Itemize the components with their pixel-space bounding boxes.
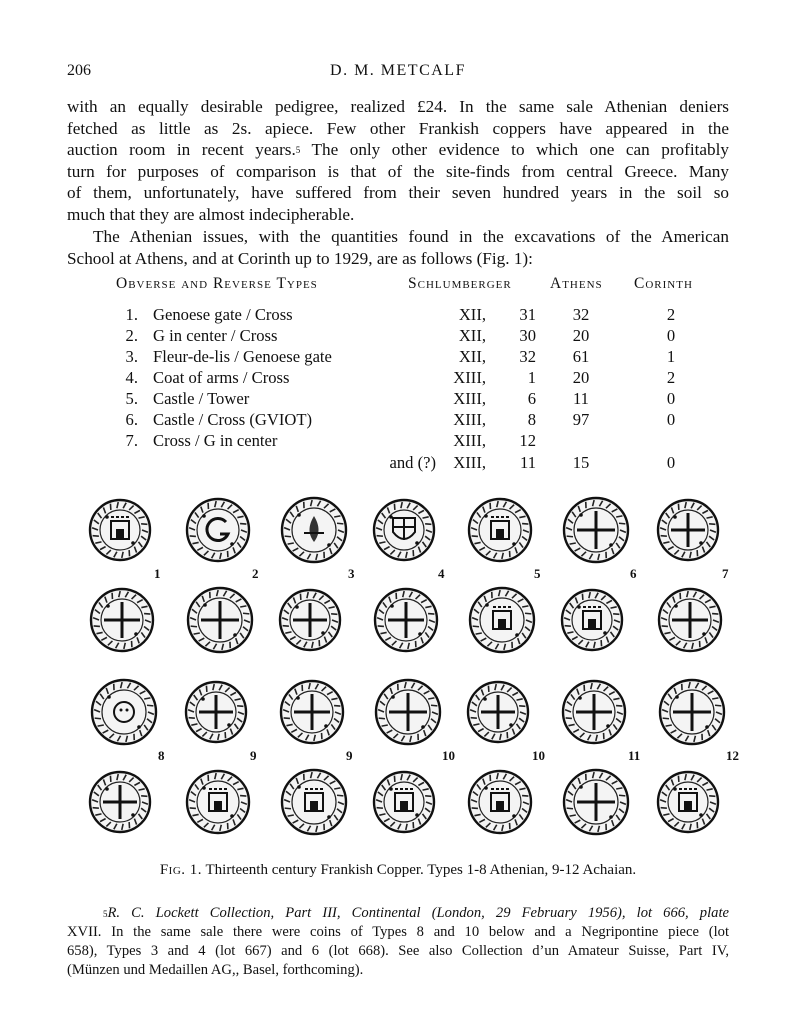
footnote-line: 658), Types 3 and 4 (lot 667) and 6 (lot 668). See also Collection d’un Amateur Suisse, Part IV, xyxy=(67,943,729,959)
pellet xyxy=(202,786,206,790)
pellet xyxy=(578,696,582,700)
pellet xyxy=(415,813,419,817)
row-schlumberger-plate: XII, xyxy=(458,305,486,324)
header-corinth: Corinth xyxy=(634,275,693,292)
pellet xyxy=(391,695,395,699)
row-athens: 20 xyxy=(572,368,590,387)
row-type: Cross / G in center xyxy=(153,431,278,450)
pellet xyxy=(673,787,677,791)
legend-stroke xyxy=(240,796,246,797)
legend-stroke xyxy=(712,614,718,615)
footnote-text: R. C. Lockett Collection, Part III, Continental (London, 29 February 1956), lot 666, plate xyxy=(107,905,729,921)
pellet xyxy=(515,633,519,637)
legend-stroke xyxy=(190,536,196,537)
table-row xyxy=(116,305,716,326)
row-schlumberger-plate: XIII, xyxy=(453,431,486,450)
pellet xyxy=(512,542,516,546)
coin-image xyxy=(282,770,346,834)
coin-image xyxy=(469,771,531,833)
legend-stroke xyxy=(472,808,478,809)
coin-number-label: 1 xyxy=(154,566,161,581)
pellet xyxy=(296,696,300,700)
legend-stroke xyxy=(284,718,290,719)
coin-rim xyxy=(187,499,249,561)
pellet xyxy=(577,605,581,609)
legend-stroke xyxy=(616,706,622,707)
pellet xyxy=(699,541,703,545)
coin-image xyxy=(660,680,724,744)
footnote xyxy=(67,904,729,980)
legend-stroke xyxy=(431,705,437,706)
table-row xyxy=(116,326,716,347)
legend-stroke xyxy=(566,718,572,719)
legend-stroke xyxy=(567,808,573,809)
legend-stroke xyxy=(662,626,668,627)
pellet xyxy=(107,695,111,699)
coin-image xyxy=(564,498,628,562)
pellet xyxy=(484,514,488,518)
row-schlumberger-number: 11 xyxy=(520,453,536,472)
text-line: The Athenian issues, with the quantities found in the excavations of the American xyxy=(93,227,729,246)
pellet xyxy=(675,695,679,699)
pellet xyxy=(327,543,331,547)
pellet xyxy=(295,605,299,609)
pellet xyxy=(606,724,610,728)
coin-number-label: 5 xyxy=(534,566,541,581)
face-eye xyxy=(120,709,123,712)
running-head xyxy=(67,62,729,84)
table-row xyxy=(116,410,716,431)
text-fragment: auction room in recent years. xyxy=(67,140,296,160)
pellet xyxy=(297,513,301,517)
pellet xyxy=(389,515,393,519)
coin-image xyxy=(658,500,718,560)
legend-stroke xyxy=(147,705,153,706)
legend-stroke xyxy=(190,808,196,809)
coin-number-label: 10 xyxy=(442,748,455,763)
legend-stroke xyxy=(379,718,385,719)
coin-image xyxy=(281,681,343,743)
legend-stroke xyxy=(337,523,343,524)
coin-plate-figure xyxy=(70,490,739,860)
pellet xyxy=(233,633,237,637)
row-schlumberger-plate: XII, xyxy=(458,326,486,345)
pellet xyxy=(297,785,301,789)
pellet xyxy=(131,541,135,545)
legend-stroke xyxy=(95,718,101,719)
row-athens: 20 xyxy=(572,326,590,345)
legend-stroke xyxy=(522,524,528,525)
coin-number-label: 6 xyxy=(630,566,637,581)
coin-image xyxy=(374,772,434,832)
coin-image xyxy=(92,680,156,744)
legend-stroke xyxy=(522,796,528,797)
coin-number-label: 3 xyxy=(348,566,355,581)
pellet xyxy=(390,604,394,608)
legend-stroke xyxy=(337,795,343,796)
pellet xyxy=(202,514,206,518)
legend-stroke xyxy=(243,613,249,614)
coin-image xyxy=(282,498,346,562)
pellet xyxy=(418,632,422,636)
castle-door xyxy=(116,529,124,539)
coin-number-label: 9 xyxy=(346,748,353,763)
text-line: of them, unfortunately, have suffered from their seven hundred years in the soil so xyxy=(67,183,729,203)
text-line: School at Athens, and at Corinth up to 1929, are as follows (Fig. 1): xyxy=(67,248,533,268)
row-number: 5. xyxy=(125,389,138,408)
header-athens: Athens xyxy=(550,275,603,292)
pellet xyxy=(131,813,135,817)
coin-image xyxy=(470,588,534,652)
face-eye xyxy=(126,709,129,712)
row-type: Genoese gate / Cross xyxy=(153,305,293,324)
row-type: Coat of arms / Cross xyxy=(153,368,290,387)
footnote-line xyxy=(67,904,729,923)
coin-number-label: 7 xyxy=(722,566,729,581)
pellet xyxy=(484,786,488,790)
table-row xyxy=(116,389,716,410)
legend-stroke xyxy=(378,626,384,627)
pellet xyxy=(483,697,487,701)
paragraph-2 xyxy=(67,226,729,269)
row-number: 6. xyxy=(125,410,138,429)
pellet xyxy=(327,815,331,819)
coin-image xyxy=(375,589,437,651)
row-schlumberger-plate: XII, xyxy=(458,347,486,366)
text-line: with an equally desirable pedigree, realized £24. In the same sale Athenian deniers xyxy=(67,97,729,116)
coin-image xyxy=(374,500,434,560)
castle-door xyxy=(588,619,596,629)
legend-stroke xyxy=(191,626,197,627)
pellet xyxy=(134,632,138,636)
row-type: Castle / Cross (GVIOT) xyxy=(153,410,313,429)
legend-stroke xyxy=(619,523,625,524)
row-corinth: 0 xyxy=(666,453,676,472)
coin-number-label: 8 xyxy=(158,748,165,763)
row-schlumberger-number: 6 xyxy=(527,389,536,408)
text-line: turn for purposes of comparison is that of the site-finds from central Greece. Many xyxy=(67,161,729,181)
coin-image xyxy=(469,499,531,561)
pellet xyxy=(321,631,325,635)
header-schlumberger: Schlumberger xyxy=(408,275,512,292)
paragraph-1 xyxy=(67,96,729,226)
table-row xyxy=(116,347,716,368)
table-row xyxy=(116,431,716,452)
row-type: Fleur-de-lis / Genoese gate xyxy=(153,347,332,366)
pellet xyxy=(230,814,234,818)
coin-number-label: 11 xyxy=(628,748,641,763)
row-corinth: 0 xyxy=(666,326,676,345)
coin-number-label: 9 xyxy=(250,748,257,763)
legend-stroke xyxy=(567,536,573,537)
figure-caption xyxy=(67,862,729,879)
pellet xyxy=(674,604,678,608)
pellet xyxy=(421,725,425,729)
castle-door xyxy=(496,529,504,539)
row-schlumberger-plate: XIII, xyxy=(453,410,486,429)
pellet xyxy=(609,815,613,819)
row-athens: 97 xyxy=(572,410,590,429)
legend-stroke xyxy=(715,705,721,706)
coin-image xyxy=(564,770,628,834)
castle-door xyxy=(498,619,506,629)
legend-stroke xyxy=(334,706,340,707)
pellet xyxy=(673,515,677,519)
pellet xyxy=(702,632,706,636)
text-line: fetched as little as 2s. apiece. Few other Frankish coppers have appeared in the xyxy=(67,118,729,138)
pellet xyxy=(512,814,516,818)
pellet xyxy=(137,725,141,729)
coin-image xyxy=(659,589,721,651)
legend-stroke xyxy=(472,536,478,537)
pellet xyxy=(227,723,231,727)
coin-plate-svg xyxy=(70,490,739,860)
pellet xyxy=(324,724,328,728)
coin-image xyxy=(658,772,718,832)
row-corinth: 2 xyxy=(666,368,676,387)
castle-door xyxy=(310,801,318,811)
table-row xyxy=(116,368,716,389)
footnote-line: (Münzen und Medaillen AG,, Basel, forthcoming). xyxy=(67,962,364,978)
pellet xyxy=(203,603,207,607)
row-number: 3. xyxy=(125,347,138,366)
row-schlumberger-number: 32 xyxy=(519,347,536,366)
row-schlumberger-plate: XIII, xyxy=(453,389,486,408)
pellet xyxy=(230,542,234,546)
legend-stroke xyxy=(619,795,625,796)
footnote-reference: 5 xyxy=(295,145,301,156)
row-schlumberger-plate: XIII, xyxy=(453,368,486,387)
row-prefix: and (?) xyxy=(389,453,436,472)
row-corinth: 1 xyxy=(666,347,676,366)
coin-number-label: 4 xyxy=(438,566,445,581)
row-corinth: 2 xyxy=(666,305,676,324)
row-schlumberger-number: 30 xyxy=(519,326,536,345)
castle-door xyxy=(400,801,408,811)
row-number: 4. xyxy=(125,368,138,387)
legend-stroke xyxy=(285,808,291,809)
coin-image xyxy=(90,500,150,560)
pellet xyxy=(201,697,205,701)
coin-image xyxy=(91,589,153,651)
coin-image xyxy=(563,681,625,743)
legend-stroke xyxy=(663,718,669,719)
coin-number-label: 12 xyxy=(726,748,739,763)
figure-label: Fig. 1. xyxy=(159,862,203,878)
coin-image xyxy=(187,499,249,561)
legend-stroke xyxy=(240,524,246,525)
row-schlumberger-number: 1 xyxy=(527,368,536,387)
coin-image xyxy=(562,590,622,650)
pellet xyxy=(603,631,607,635)
castle-door xyxy=(684,801,692,811)
pellet xyxy=(105,515,109,519)
row-corinth: 0 xyxy=(666,410,676,429)
coin-image xyxy=(186,682,246,742)
text-line xyxy=(67,139,729,161)
row-schlumberger-plate: XIII, xyxy=(453,453,486,472)
caption-text: Thirteenth century Frankish Copper. Types 1-8 Athenian, 9-12 Achaian. xyxy=(205,862,637,878)
coin-image xyxy=(90,772,150,832)
pellet xyxy=(105,787,109,791)
row-schlumberger-number: 31 xyxy=(519,305,536,324)
pellet xyxy=(415,541,419,545)
pellet xyxy=(485,603,489,607)
coin-image xyxy=(188,588,252,652)
row-number: 2. xyxy=(125,326,138,345)
legend-stroke xyxy=(144,614,150,615)
pellet xyxy=(705,725,709,729)
row-schlumberger-number: 12 xyxy=(519,431,536,450)
row-corinth: 0 xyxy=(666,389,676,408)
text-line: much that they are almost indecipherable. xyxy=(67,204,355,224)
table-row xyxy=(116,453,716,474)
row-athens: 61 xyxy=(572,347,590,366)
footnote-marker: 5 xyxy=(103,909,108,919)
coin-number-label: 2 xyxy=(252,566,259,581)
coin-image xyxy=(376,680,440,744)
row-athens: 11 xyxy=(573,389,589,408)
legend-stroke xyxy=(428,614,434,615)
pellet xyxy=(509,723,513,727)
coin-image xyxy=(280,590,340,650)
pellet xyxy=(106,604,110,608)
row-type: G in center / Cross xyxy=(153,326,278,345)
page-number: 206 xyxy=(67,62,91,79)
legend-stroke xyxy=(94,626,100,627)
legend-stroke xyxy=(285,536,291,537)
pellet xyxy=(579,785,583,789)
legend-stroke xyxy=(525,613,531,614)
text-fragment: The only other evidence to which one can profitably xyxy=(311,140,729,160)
footnote-line: XVII. In the same sale there were coins of Types 8 and 10 below and a Negripontine piece (lot xyxy=(67,924,729,940)
castle-door xyxy=(214,801,222,811)
pellet xyxy=(389,787,393,791)
row-number: 7. xyxy=(125,431,138,450)
pellet xyxy=(699,813,703,817)
pellet xyxy=(609,543,613,547)
header-types: Obverse and Reverse Types xyxy=(116,275,318,292)
row-athens: 15 xyxy=(572,453,590,472)
coin-image xyxy=(187,771,249,833)
row-number: 1. xyxy=(125,305,138,324)
legend-stroke xyxy=(473,626,479,627)
row-athens: 32 xyxy=(572,305,590,324)
pellet xyxy=(579,513,583,517)
author-name: D. M. METCALF xyxy=(330,62,466,79)
castle-door xyxy=(496,801,504,811)
row-schlumberger-number: 8 xyxy=(527,410,536,429)
row-type: Castle / Tower xyxy=(153,389,250,408)
coin-number-label: 10 xyxy=(532,748,545,763)
coin-image xyxy=(468,682,528,742)
